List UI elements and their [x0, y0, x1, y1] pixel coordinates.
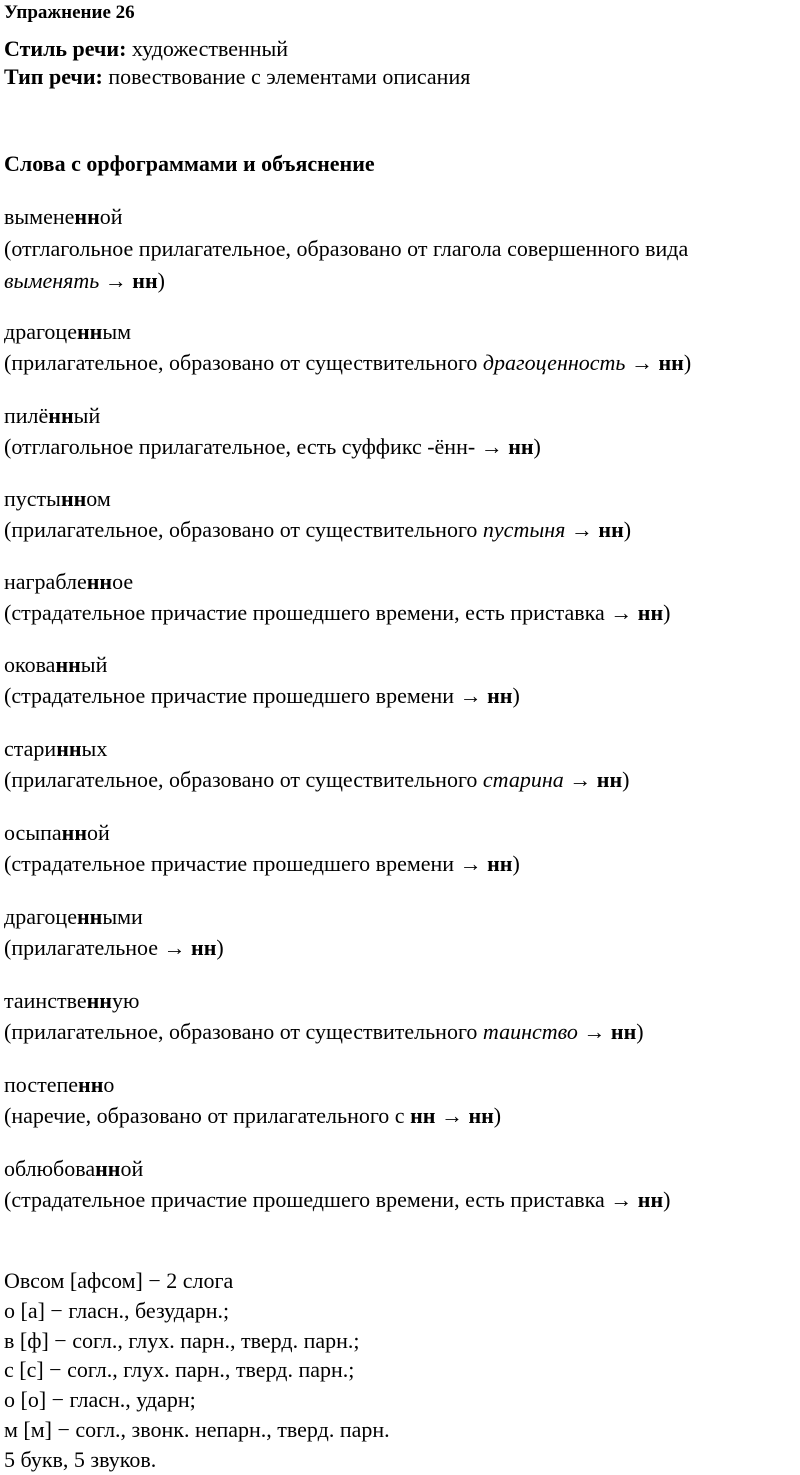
entry-word: постепенно [4, 1072, 115, 1097]
phonetic-line: м [м] − согл., звонк. непарн., тверд. парн. [4, 1416, 390, 1442]
phonetic-line: о [а] − гласн., безударн.; [4, 1297, 230, 1323]
entry-explanation: (страдательное причастие прошедшего времени → нн) [4, 683, 520, 708]
word-entry [4, 901, 800, 963]
speech-style-label: Стиль речи: [4, 36, 127, 61]
entry-explanation: (страдательное причастие прошедшего времени, есть приставка → нн) [4, 600, 671, 625]
entry-word: драгоценными [4, 904, 143, 929]
entry-word: награбленное [4, 569, 134, 594]
entry-word: пилённый [4, 403, 101, 428]
word-entry [4, 1069, 800, 1131]
phonetic-line: в [ф] − согл., глух. парн., тверд. парн.; [4, 1327, 360, 1353]
word-entry [4, 201, 800, 297]
word-entry [4, 566, 800, 628]
phonetic-line: о [о] − гласн., ударн; [4, 1387, 196, 1413]
entry-word: старинных [4, 736, 108, 761]
entry-word: облюбованной [4, 1156, 144, 1181]
entry-explanation: (страдательное причастие прошедшего времени → нн) [4, 851, 520, 876]
word-entry [4, 985, 800, 1047]
entry-word: окованный [4, 652, 108, 677]
word-entry [4, 483, 800, 545]
speech-style-line [4, 36, 288, 62]
entry-explanation: (прилагательное, образовано от существительного драгоценность → нн) [4, 350, 692, 375]
entry-word: пустынном [4, 486, 111, 511]
section-title: Слова с орфограммами и объяснение [4, 151, 375, 176]
phonetic-line: Овсом [афсом] − 2 слога [4, 1268, 234, 1293]
entry-explanation: (отглагольное прилагательное, есть суффикс -ённ- → нн) [4, 434, 541, 459]
speech-type-label: Тип речи: [4, 64, 103, 89]
entry-explanation: (страдательное причастие прошедшего времени, есть приставка → нн) [4, 1187, 671, 1212]
phonetic-line: 5 букв, 5 звуков. [4, 1446, 157, 1472]
phonetic-analysis [4, 1266, 390, 1475]
entry-explanation: (прилагательное, образовано от существительного старина → нн) [4, 767, 630, 792]
exercise-title: Упражнение 26 [4, 2, 135, 23]
entry-explanation: (прилагательное, образовано от существительного пустыня → нн) [4, 517, 632, 542]
entry-explanation: (отглагольное прилагательное, образовано от глагола совершенного вида [4, 236, 689, 261]
phonetic-line: с [с] − согл., глух. парн., тверд. парн.; [4, 1357, 355, 1383]
speech-type-value: повествование с элементами описания [108, 64, 471, 89]
speech-style-value: художественный [131, 36, 289, 61]
word-entry [4, 649, 800, 711]
word-entry [4, 817, 800, 879]
word-entry [4, 1153, 800, 1215]
entry-word: осыпанной [4, 820, 110, 845]
entry-explanation: (прилагательное → нн) [4, 935, 224, 960]
speech-type-line [4, 64, 470, 90]
entry-word: таинственную [4, 988, 140, 1013]
entry-word: вымененной [4, 204, 123, 229]
word-entry [4, 316, 800, 378]
entry-explanation: (наречие, образовано от прилагательного с нн → нн) [4, 1103, 502, 1128]
word-entry [4, 400, 800, 462]
word-entry [4, 733, 800, 795]
entry-word: драгоценным [4, 319, 132, 344]
entry-explanation: (прилагательное, образовано от существительного таинство → нн) [4, 1019, 644, 1044]
entry-explanation-cont: выменять → нн) [4, 268, 165, 293]
